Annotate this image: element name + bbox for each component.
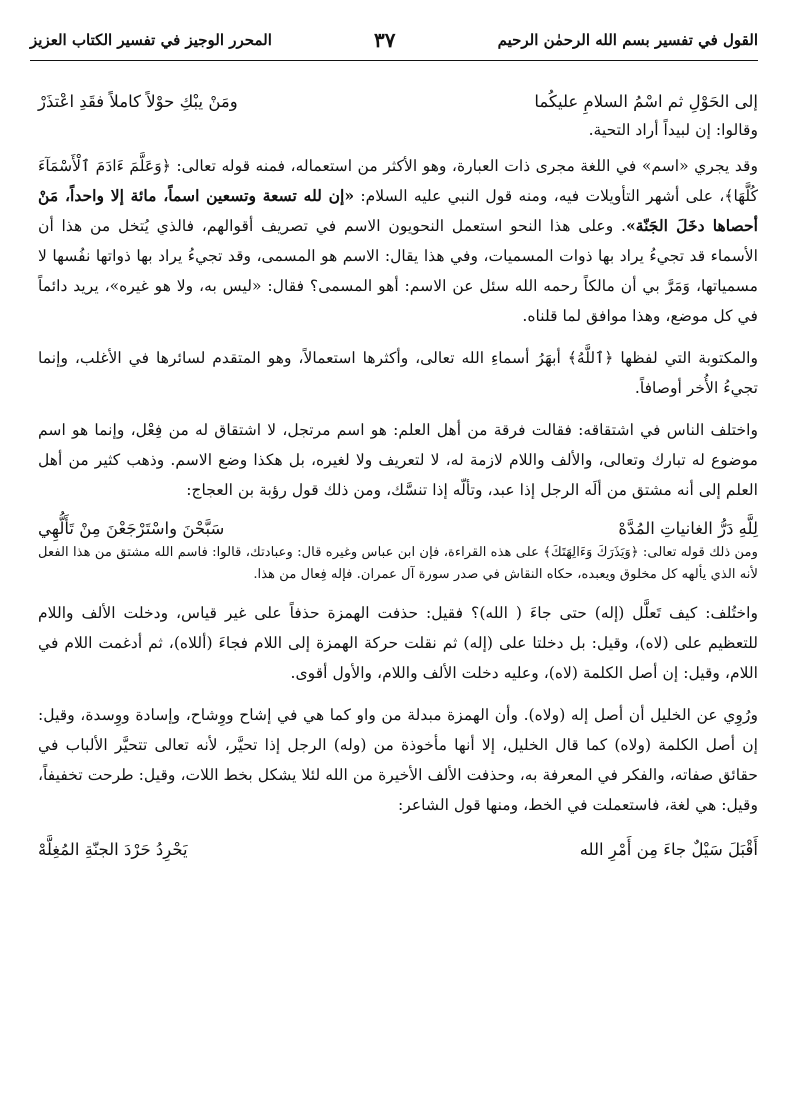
paragraph-6: واختُلف: كيف تَعلَّل (إله) حتى جاءَ ( الله)؟ فقيل: حذفت الهمزة حذفاً على غير قياس، ودخلت الألف واللام للتعظيم على (لاه)، وقيل: بل دخلتا على (إله) ثم نقلت حركة الهمزة إلى اللام فجاءَ (أللاه)، ثم أدغمت اللام في اللام، وقيل: إن أصل الكلمة (لاه)، وعليه دخلت الألف واللام، والأول أقوى. (38, 604, 758, 682)
header-rule (30, 60, 758, 61)
paragraph-1: وقالوا: إن لبيداً أراد التحية. (588, 121, 758, 139)
paragraph-4: واختلف الناس في اشتقاقه: فقالت فرقة من أهل العلم: هو اسم مرتجل، لا اشتقاق له من فِعْل، وإنما هو اسم موضوع له تبارك وتعالى، والألف واللام لازمة له، لا لتعريف ولا لغيره، بل هكذا وضع الاسم. وذهب كثير من أهل العلم إلى أنه مشتق من ألَه الرجل إذا عبد، وتألّه إذا تنسَّك، ومن ذلك قول رؤبة بن العجاج: (38, 421, 758, 499)
paragraph-2-part-b: . وعلى هذا النحو استعمل النحويون الاسم في تصريف أقوالهم، فالذي يُتخل من هذا أن الأسماء قد تجيءُ يراد بها ذوات المسميات، وفي هذا يقال: الاسم هو المسمى، وقد تجيءُ يراد بها ذواتها نفُسها لا مسمياتها، وَمَرَّ بي أن مالكاً رحمه الله سئل عن الاسم: أهو المسمى؟ فقال: «ليس به، ولا هو غيره»، يريد دائماً في كل موضع، وهذا موافق لما قلناه. (38, 217, 758, 325)
poetry-verse-2 (38, 519, 758, 538)
verse-1-first-hemistich: إلى الحَوْلِ ثم اسْمُ السلامِ عليكُما (534, 92, 758, 111)
paragraph-7: ورُوِي عن الخليل أن أصل إله (ولاه). وأن الهمزة مبدلة من واو كما هي في إشاح ووِشاح، وإسادة ووِسدة، وقيل: إن أصل الكلمة (ولاه) كما قال الخليل، إلا أنها مأخوذة من (وله) الرجل إذا تحيَّر، لأنه تعالى تتحيَّر الألباب في حقائق صفاته، والفكر في المعرفة به، وحذفت الألف الأخيرة من الله لئلا يشكل بخط اللات، وقيل: طرحت تخفيفاً، وقيل: هي لغة، فاستعملت في الخط، ومنها قول الشاعر: (38, 706, 758, 814)
hadith-quote: «إن لله تسعة وتسعين اسماً، مائة إلا واحداً، مَنْ أحصاها دخَلَ الجَنّة» (38, 186, 758, 235)
paragraph-3: والمكتوبة التي لفظها ﴿ٱللَّهُ﴾ أبهَرُ أسماءِ الله تعالى، وأكثرها استعمالاً، وهو المتقدم لسائرها في الأغلب، وإنما تجيءُ الأُخر أوصافاً. (38, 349, 758, 397)
page-number: ٣٧ (374, 28, 396, 52)
verse-3-first-hemistich: أَقْبَلَ سَيْلٌ جاءَ مِن أَمْرِ الله (579, 840, 758, 859)
paragraph-5-small: ومن ذلك قوله تعالى: ﴿وَيَذَرَكَ وَءَالِهَتَكَ﴾ على هذه القراءة، فإن ابن عباس وغيره قال: وعبادتك، قالوا: فاسم الله مشتق من هذا الفعل لأنه الذي يألهه كل مخلوق ويعبده، حكاه النقاش في صدر سورة آل عمران. فإله فِعال من هذا. (38, 545, 758, 582)
paragraph-2-part-a: وقد يجري «اسم» في اللغة مجرى ذات العبارة، وهو الأكثر من استعماله، فمنه قوله تعالى: ﴿وَعَلَّمَ ءَادَمَ ٱلْأَسْمَآءَ كُلَّهَا﴾، على أشهر التأويلات فيه، ومنه قول النبي عليه السلام: (38, 157, 758, 205)
header-right-title: القول في تفسير بسم الله الرحمٰن الرحيم (497, 31, 758, 49)
paragraph-2 (38, 151, 758, 331)
poetry-verse-1 (38, 92, 758, 111)
verse-1-second-hemistich: ومَنْ يبْكِ حوْلاً كاملاً فقَدِ اعْتذَرْ (38, 92, 238, 111)
running-header (30, 26, 758, 54)
poetry-verse-3 (38, 840, 758, 859)
verse-2-second-hemistich: سَبَّحْنَ واسْتَرْجَعْنَ مِنْ تَأَلُّهِي (38, 519, 225, 538)
page-body (38, 84, 758, 863)
verse-2-first-hemistich: لِلَّهِ دَرُّ الغانياتِ المُدَّهْ (618, 519, 758, 538)
header-left-title: المحرر الوجيز في تفسير الكتاب العزيز (30, 31, 272, 49)
verse-3-second-hemistich: يَحْرِدُ حَرْدَ الجنّةِ المُغِلَّهْ (38, 840, 188, 859)
